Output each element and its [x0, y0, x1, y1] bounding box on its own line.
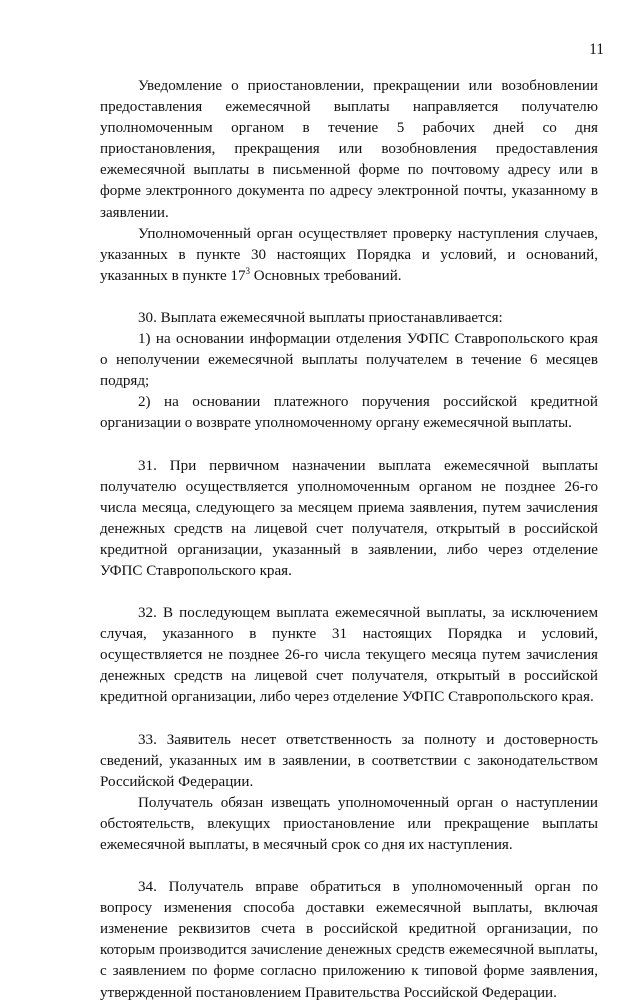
paragraph-section-30-heading: 30. Выплата ежемесячной выплаты приостанавливается:: [138, 309, 503, 326]
paragraph-gap: [100, 582, 598, 603]
paragraph-section-33: 33. Заявитель несет ответственность за полноту и достоверность сведений, указанных им в заявлении, в соответствии с законодательством Российской Федерации.: [100, 731, 598, 790]
document-body: [100, 76, 598, 1004]
paragraph-recipient-obligation: Получатель обязан извещать уполномоченный орган о наступлении обстоятельств, влекущих приостановление или прекращение выплаты ежемесячной выплаты, в месячный срок со дня их наступления.: [100, 794, 598, 853]
paragraph-section-31: 31. При первичном назначении выплата ежемесячной выплаты получателю осуществляется уполномоченным органом не позднее 26-го числа месяца, следующего за месяцем приема заявления, путем зачисления денежных средств на лицевой счет получателя, открытый в российской кредитной организации, указанный в заявлении, либо через отделение УФПС Ставропольского края.: [100, 457, 598, 579]
paragraph-section-32: 32. В последующем выплата ежемесячной выплаты, за исключением случая, указанного в пункте 31 настоящих Порядка и условий, осуществляется не позднее 26-го числа текущего месяца путем зачисления денежных средств на лицевой счет получателя, открытый в российской кредитной организации, либо через отделение УФПС Ставропольского края.: [100, 605, 598, 706]
paragraph-section-30-item-2: 2) на основании платежного поручения российской кредитной организации о возврате уполномоченному органу ежемесячной выплаты.: [100, 394, 598, 432]
paragraph-gap: [100, 435, 598, 456]
paragraph-verification-text-end: Основных требований.: [250, 267, 402, 284]
paragraph-section-30-item-1: 1) на основании информации отделения УФПС Ставропольского края о неполучении ежемесячной выплаты получателем в течение 6 месяцев подряд;: [100, 331, 598, 390]
paragraph-verification-text: Уполномоченный орган осуществляет проверку наступления случаев, указанных в пункте 30 настоящих Порядка и условий, и оснований, указанных в пункте 17: [100, 225, 598, 284]
paragraph-gap: [100, 287, 598, 308]
paragraph-notification: Уведомление о приостановлении, прекращении или возобновлении предоставления ежемесячной выплаты направляется получателю уполномоченным органом в течение 5 рабочих дней со дня приостановления, прекращения или возобновления предоставления ежемесячной выплаты в письменной форме по почтовому адресу или в форме электронного документа по адресу электронной почты, указанному в заявлении.: [100, 78, 598, 221]
page-number: 11: [589, 41, 604, 58]
paragraph-section-34: 34. Получатель вправе обратиться в уполномоченный орган по вопросу изменения способа доставки ежемесячной выплаты, включая изменение реквизитов счета в российской кредитной организации, по которым производится зачисление денежных средств ежемесячной выплаты, с заявлением по форме согласно приложению к типовой форме заявления, утвержденной постановлением Правительства Российской Федерации.: [100, 879, 598, 1001]
superscript-reference: 3: [245, 265, 251, 276]
paragraph-verification: [100, 224, 598, 287]
paragraph-gap: [100, 709, 598, 730]
paragraph-gap: [100, 856, 598, 877]
